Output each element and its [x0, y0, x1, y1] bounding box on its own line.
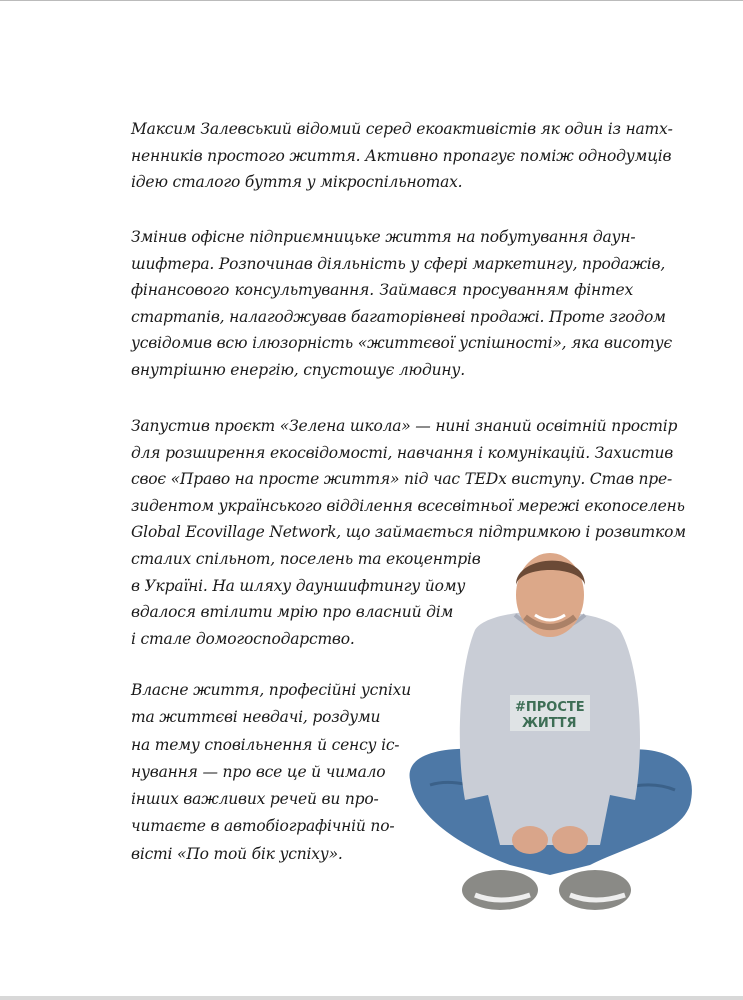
text-line: своє «Право на просте життя» під час TEDx виступу. Став пре-: [131, 470, 673, 489]
text-line: ідею сталого буття у мікроспільнотах.: [131, 173, 463, 192]
paragraph-book: [131, 677, 411, 868]
text-line: нування — про все це й чимало: [131, 762, 386, 781]
text-line: Global Ecovillage Network, що займається підтримкою і розвитком: [131, 523, 686, 542]
text-line: в Україні. На шляху дауншифтингу йому: [131, 576, 466, 595]
text-line: шифтера. Розпочинав діяльність у сфері маркетингу, продажів,: [131, 254, 666, 273]
text-line: і стале домогосподарство.: [131, 629, 355, 648]
text-line: сталих спільнот, поселень та екоцентрів: [131, 549, 481, 568]
text-line: Запустив проєкт «Зелена школа» — нині знаний освітній простір: [131, 417, 678, 435]
text-line: та життєві невдачі, роздуми: [131, 708, 381, 727]
text-line: фінансового консультування. Займався просуванням фінтех: [131, 281, 633, 300]
hoodie-print: ЖИТТЯ: [522, 716, 577, 731]
page-bottom-border: [0, 996, 743, 1000]
text-line: вдалося втілити мрію про власний дім: [131, 603, 454, 622]
author-photo: [400, 545, 700, 925]
text-line: Змінив офісне підприємницьке життя на побутування даун-: [131, 228, 636, 246]
text-line: інших важливих речей ви про-: [131, 790, 379, 809]
text-line: Максим Залевський відомий серед екоактивістів як один із натх-: [131, 120, 673, 138]
text-line: внутрішню енергію, спустошує людину.: [131, 360, 465, 379]
text-line: стартапів, налагоджував багаторівневі продажі. Проте згодом: [131, 307, 666, 326]
text-line: вісті «По той бік успіху».: [131, 844, 343, 863]
hoodie-print: #ПРОСТЕ: [515, 700, 585, 715]
text-line: на тему сповільнення й сенсу іс-: [131, 735, 400, 754]
text-line: читаєте в автобіографічній по-: [131, 817, 395, 836]
text-line: ненників простого життя. Активно пропагує поміж однодумців: [131, 146, 672, 165]
page-top-border: [0, 0, 743, 1]
text-line: усвідомив всю ілюзорність «життєвої успішності», яка висотує: [131, 334, 672, 353]
paragraph-career: [131, 224, 672, 384]
text-line: Власне життя, професійні успіхи: [131, 681, 411, 699]
text-line: зидентом українського відділення всесвітньої мережі екопоселень: [131, 496, 685, 515]
paragraph-intro: [131, 116, 673, 196]
text-line: для розширення екосвідомості, навчання і комунікацій. Захистив: [131, 443, 674, 462]
